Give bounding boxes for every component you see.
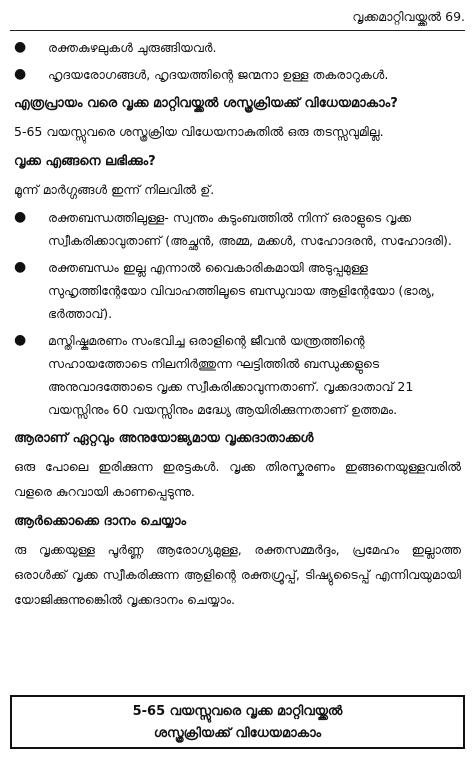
list-item-text: രക്തകുഴലുകൾ ചുരുങ്ങിയവർ. — [48, 40, 217, 55]
bullet-icon: ● — [14, 66, 27, 82]
list-item-text: മസ്തിഷ്കമരണം സംഭവിച്ച ഒരാളിന്റെ ജീവൻ യന്ത്രത്തിന്റെ സഹായത്തോടെ നിലനിർത്തുന്ന ഘട്ടിത്തിൽ ബന്ധുക്കളുടെ അനുവാദത്തോടെ വൃക്ക സ്വീകരിക്കാവുന്നതാണ്. വൃക്കദാതാവ് 21 വയസ്സിനും 60 വയസ്സിനും മദ്ധ്യേ ആയിരിക്കുന്നതാണ് ഉത്തമം. — [48, 333, 414, 417]
page-content — [14, 36, 461, 616]
list-item-text: രക്തബന്ധം ഇല്ല എന്നാൽ വൈകാരികമായി അടുപ്പമുള്ള സുഹൃത്തിന്റേയോ വിവാഹത്തിലൂടെ ബന്ധുവായ ആളിന്റേയോ (ഭാര്യ, ഭർത്താവ്). — [48, 260, 435, 321]
list-item — [14, 206, 461, 252]
list-item — [14, 63, 461, 86]
intro-three-ways: മൂന്ന് മാർഗ്ഗങ്ങൾ ഇന്ന് നിലവിൽ ഉ്. — [14, 182, 215, 197]
list-item-text: രക്തബന്ധത്തിലുള്ള- സ്വന്തം കുടുംബത്തിൽ നിന്ന് ഒരാളുടെ വൃക്ക സ്വീകരിക്കാവുതാണ് (അച്ഛൻ, അമ്മ, മക്കൾ, സഹോദരൻ, സഹോദരി). — [48, 210, 452, 248]
running-header — [10, 8, 465, 31]
question-heading-how-obtained: വൃക്ക എങ്ങനെ ലഭിക്കും? — [14, 154, 156, 169]
question-heading-who-can-donate: ആർക്കൊക്കെ ദാനം ചെയ്യാം — [14, 514, 187, 529]
answer-age-limit: 5-65 വയസ്സുവരെ ശസ്ത്രക്രിയ വിധേയനാകുതിൽ ഒരു തടസ്സവുമില്ല. — [14, 124, 384, 139]
answer-who-can-donate: രു വൃക്കയുള്ള പൂർണ്ണ ആരോഗ്യമുള്ള, രക്തസമ്മർദ്ദം, പ്രമേഹം ഇല്ലാത്ത ഒരാൾക്ക് വൃക്ക സ്വീകരിക്കുന്ന ആളിന്റെ രക്തഗ്രൂപ്പ്, ടിഷ്യുടൈപ്പ് എന്നിവയുമായി യോജിക്കുന്നുങ്കെിൽ വൃക്കദാനം ചെയ്യാം. — [14, 542, 461, 607]
list-item-text: ഹൃദയരോഗങ്ങൾ, ഹൃദയത്തിന്റെ ജന്മനാ ഉള്ള തകരാറുകൾ. — [48, 67, 389, 82]
list-item — [14, 256, 461, 325]
bullet-icon: ● — [14, 259, 27, 275]
answer-best-donors: ഒരു പോലെ ഇരിക്കുന്ന ഇരട്ടകൾ. വൃക്ക തിരസ്കരണം ഇങ്ങനെയുള്ളവരിൽ വളരെ കുറവായി കാണപ്പെടുന്നു. — [14, 459, 461, 499]
question-heading-best-donors: ആരാണ് ഏറ്റവും അനുയോജ്യമായ വൃക്കദാതാക്കൾ — [14, 431, 314, 446]
bullet-icon: ● — [14, 209, 27, 225]
list-item — [14, 36, 461, 59]
callout-box — [10, 695, 465, 749]
callout-line-1: 5-65 വയസ്സുവരെ വൃക്ക മാറ്റിവയ്ക്കൽ — [132, 704, 343, 719]
callout-line-2: ശസ്ത്രക്രിയക്ക് വിധേയമാകാം — [153, 726, 322, 741]
list-item — [14, 329, 461, 421]
bullet-icon: ● — [14, 39, 27, 55]
bullet-icon: ● — [14, 332, 27, 348]
running-title: വൃക്കമാറ്റിവയ്ക്കൽ 69. — [352, 9, 465, 24]
question-heading-age-limit: എത്രപ്രായം വരെ വൃക്ക മാറ്റിവയ്ക്കൽ ശസ്ത്രക്രിയക്ക് വിധേയമാകാം? — [14, 96, 398, 111]
